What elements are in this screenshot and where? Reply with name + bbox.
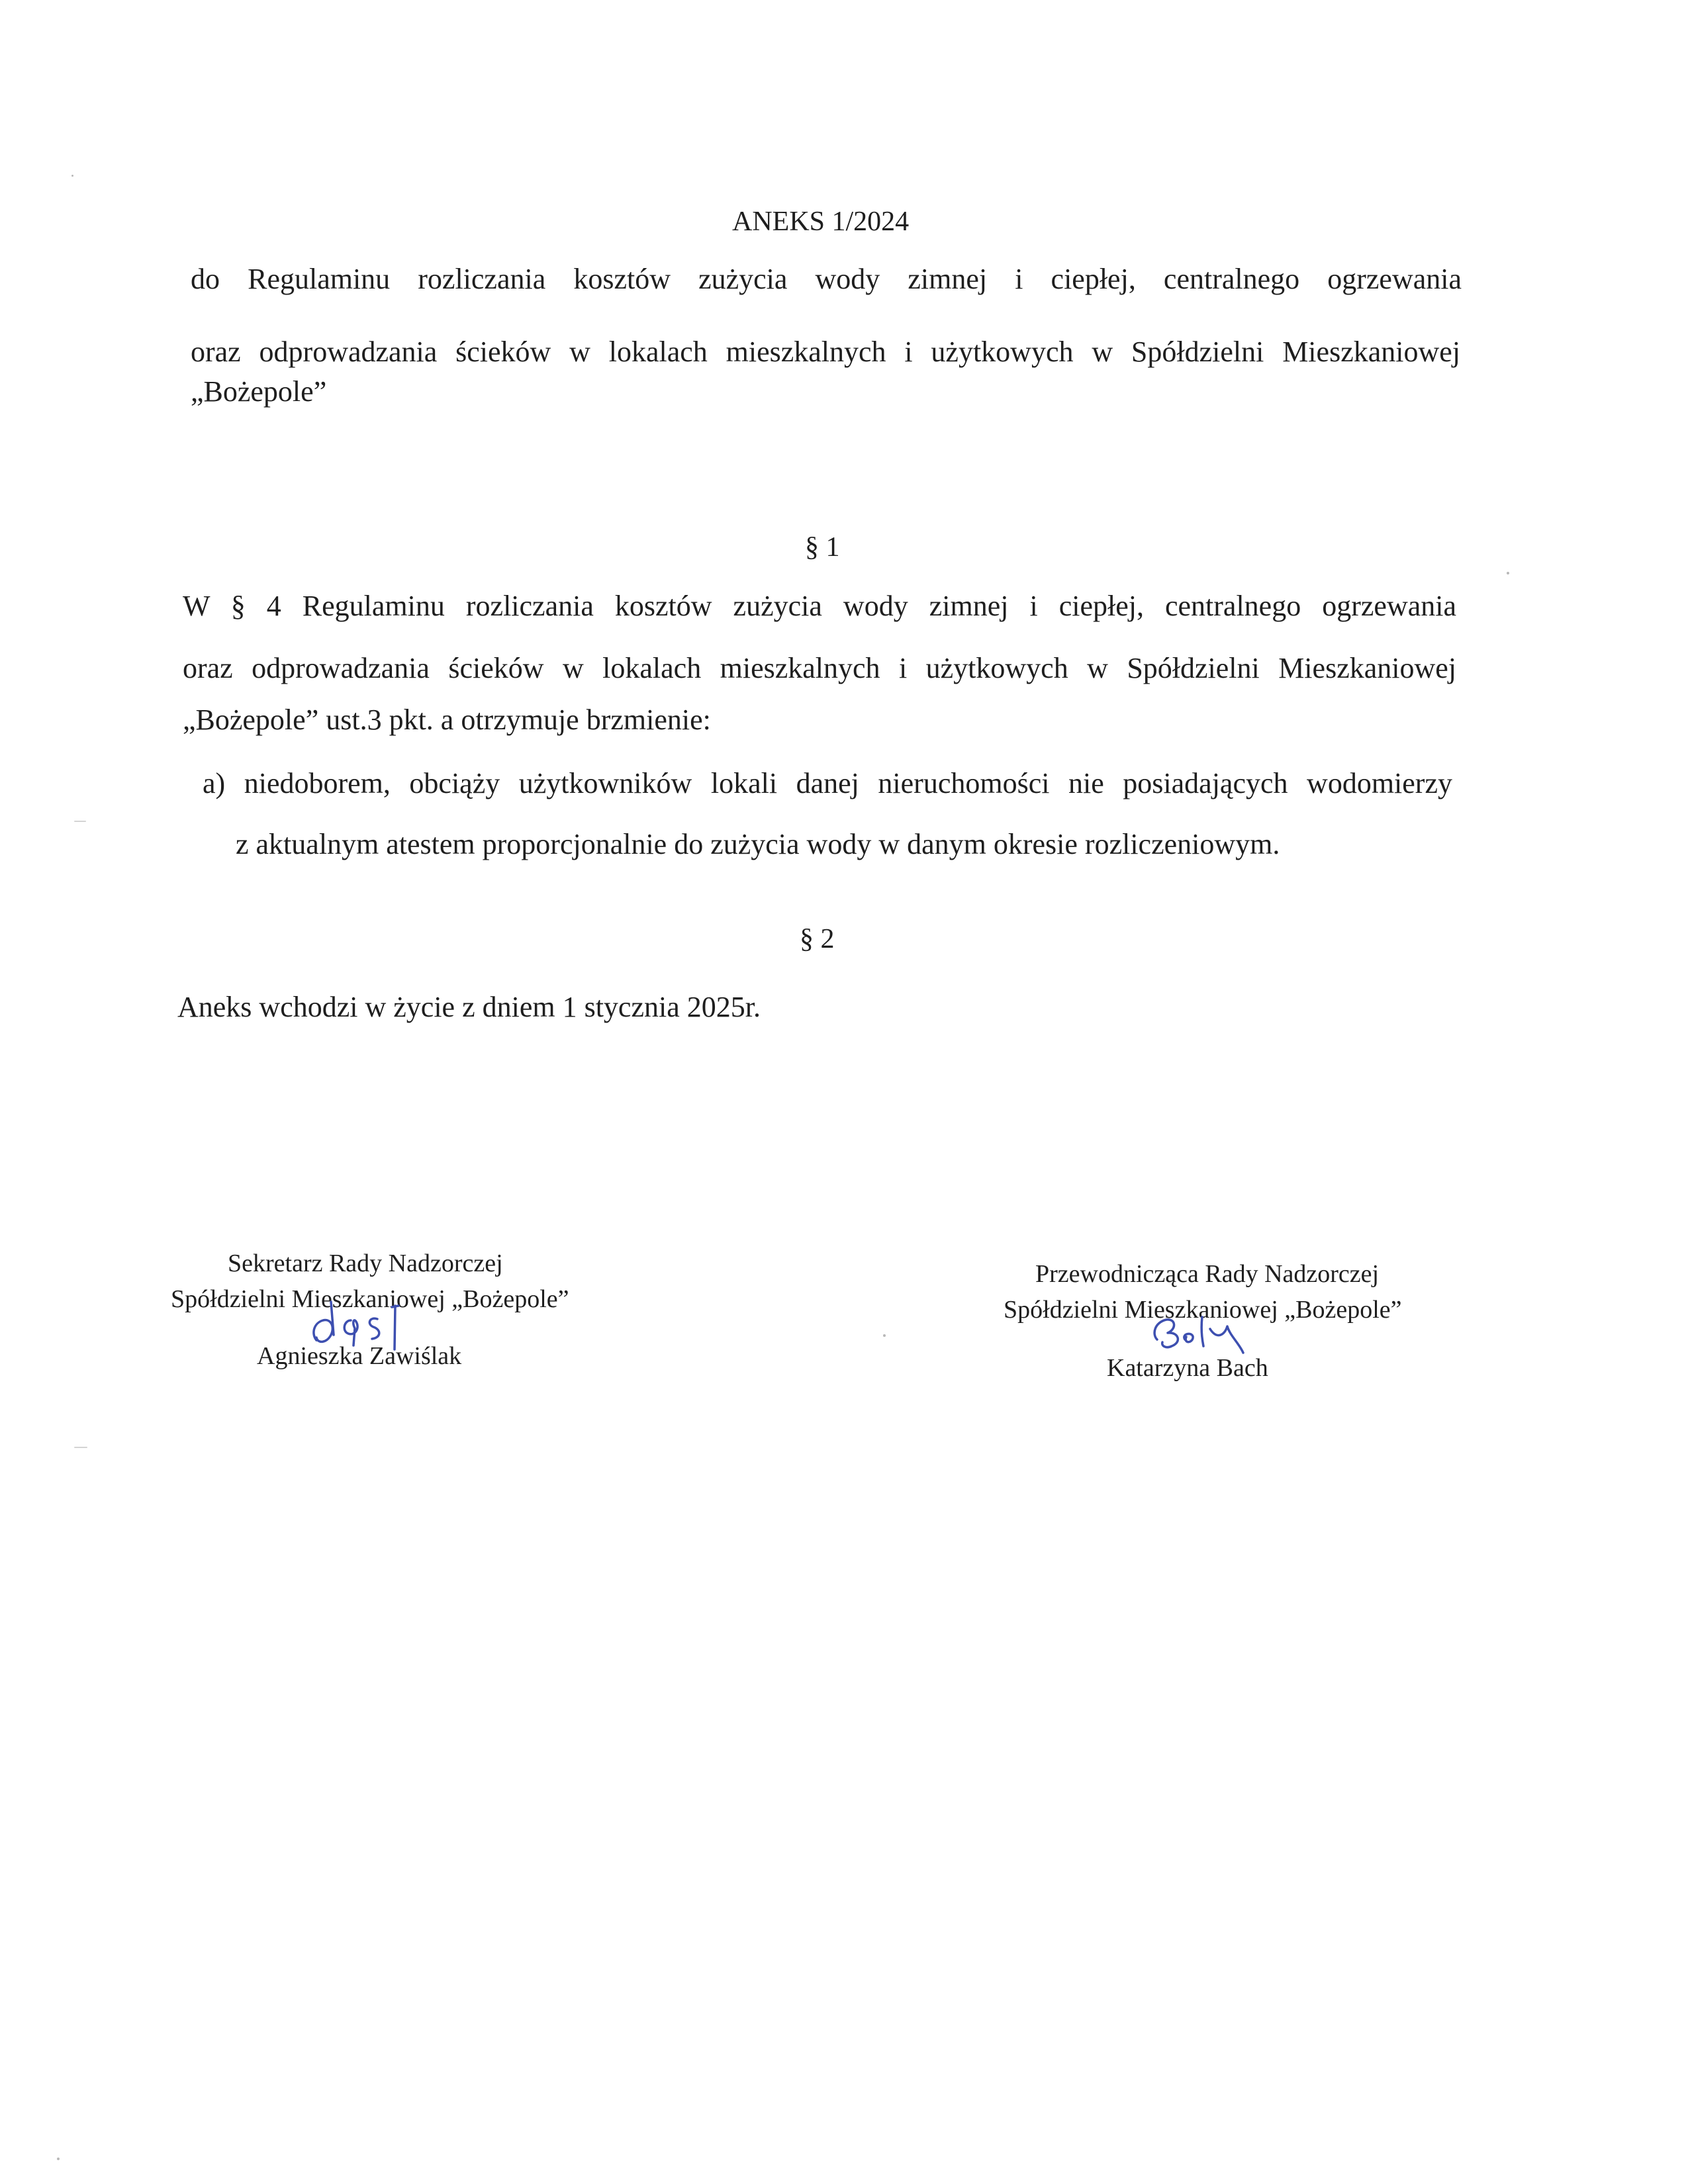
scan-speck (71, 175, 73, 177)
left-handwritten-signature (305, 1294, 437, 1360)
right-handwritten-signature (1144, 1313, 1276, 1366)
scan-speck (74, 821, 86, 822)
section-1-line-3: „Bożepole” ust.3 pkt. a otrzymuje brzmienie: (183, 704, 711, 736)
scan-speck (74, 1447, 87, 1448)
left-signatory-name: Agnieszka Zawiślak (257, 1342, 462, 1370)
intro-line-2: oraz odprowadzania ścieków w lokalach mieszkalnych i użytkowych w Spółdzielni Mieszkaniowej (191, 336, 1460, 368)
right-signatory-name: Katarzyna Bach (1107, 1354, 1268, 1382)
right-signatory-organization: Spółdzielni Mieszkaniowej „Bożepole” (1004, 1296, 1402, 1324)
document-title: ANEKS 1/2024 (732, 206, 910, 237)
section-2-heading: § 2 (800, 924, 835, 954)
left-signatory-organization: Spółdzielni Mieszkaniowej „Bożepole” (171, 1285, 569, 1313)
section-2-text: Aneks wchodzi w życie z dniem 1 stycznia 2025r. (177, 991, 761, 1023)
section-1-line-2: oraz odprowadzania ścieków w lokalach mieszkalnych i użytkowych w Spółdzielni Mieszkaniowej (183, 652, 1456, 684)
scan-speck (57, 2158, 60, 2160)
scan-speck (883, 1334, 886, 1337)
item-a-line-1: a) niedoborem, obciąży użytkowników lokali danej nieruchomości nie posiadających wodomierzy (203, 767, 1452, 799)
item-a-line-2: z aktualnym atestem proporcjonalnie do zużycia wody w danym okresie rozliczeniowym. (236, 828, 1280, 860)
scan-speck (1507, 572, 1509, 574)
section-1-heading: § 1 (805, 532, 840, 563)
right-signatory-role: Przewodnicząca Rady Nadzorczej (1035, 1260, 1380, 1288)
intro-line-3: „Bożepole” (191, 375, 327, 408)
intro-line-1: do Regulaminu rozliczania kosztów zużycia wody zimnej i ciepłej, centralnego ogrzewania (191, 263, 1462, 295)
left-signatory-role: Sekretarz Rady Nadzorczej (228, 1250, 503, 1277)
section-1-line-1: W § 4 Regulaminu rozliczania kosztów zużycia wody zimnej i ciepłej, centralnego ogrzewania (183, 590, 1456, 622)
